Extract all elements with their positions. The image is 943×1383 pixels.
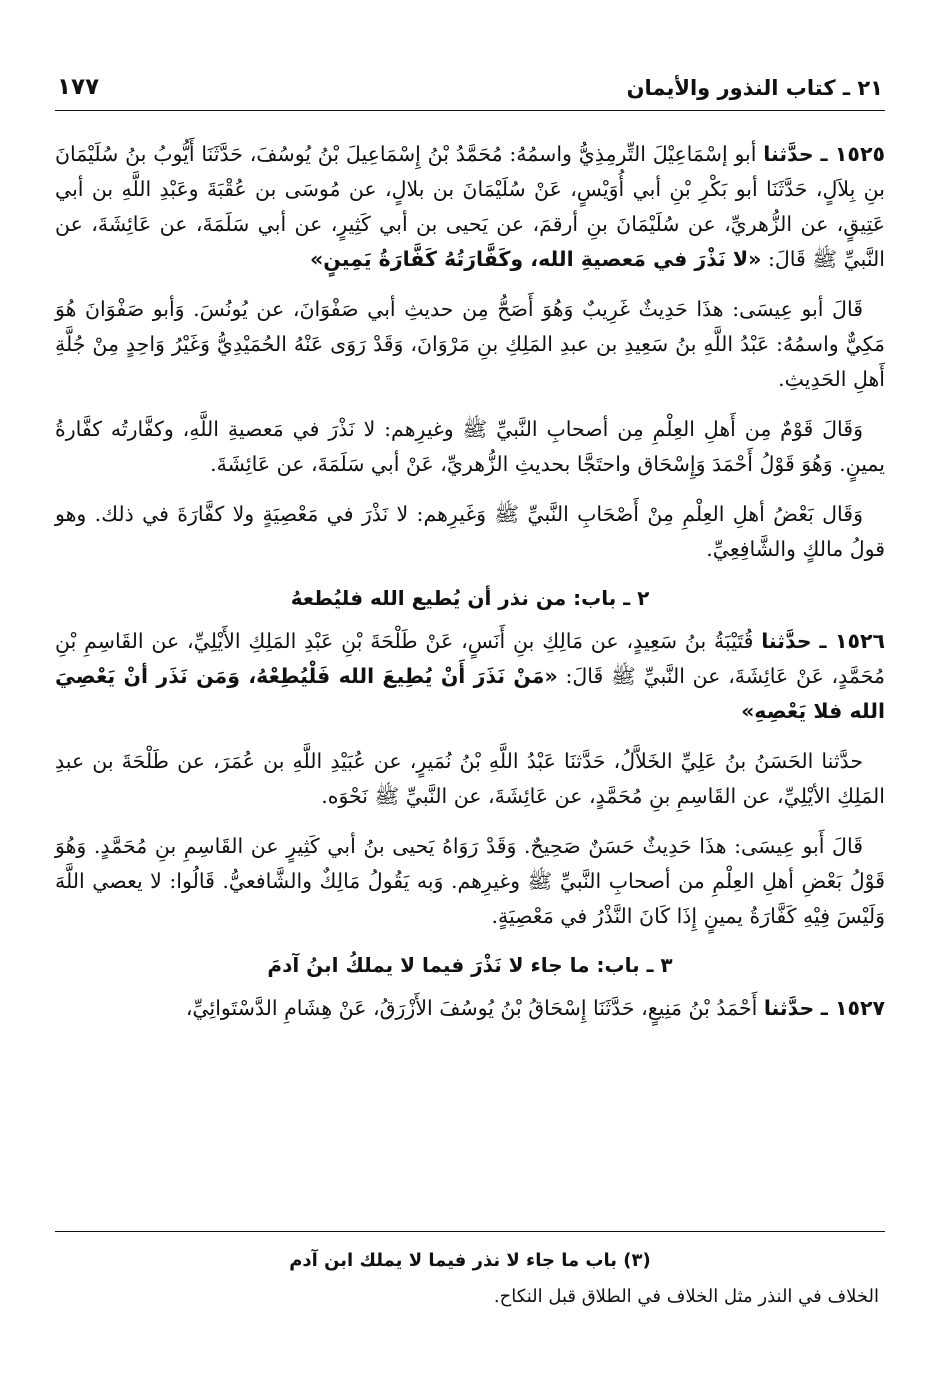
footnote-text: الخلاف في النذر مثل الخلاف في الطلاق قبل النكاح. [493, 1286, 879, 1307]
hadith-chain: قُتَيْبَةُ بنُ سَعِيدٍ، عن مَالِكِ بنِ أَنَسٍ، عَنْ طَلْحَةَ بْنِ عَبْدِ المَلِكِ الأَيْلِيِّ، عن القَاسِمِ بْنِ مُحَمَّدٍ، عَنْ عَائِشَةَ، عن النَّبيِّ ﷺ قَالَ: [55, 629, 885, 688]
hadith-quote: «مَنْ نَذَرَ أَنْ يُطِيعَ الله فَلْيُطِعْهُ، وَمَن نَذَر أنْ يَعْصِيَ الله فلا يَعْصِهِ» [55, 664, 885, 723]
hadith-lead: حدَّثنا [761, 629, 812, 653]
commentary-paragraph: وَقَالَ قَوْمٌ مِن أَهلِ العِلْمِ مِن أصحابِ النَّبيِّ ﷺ وغيرِهم: لا نَذْرَ في مَعصيةِ اللَّهِ، وكفَّارتُه كفَّارةُ يمينٍ. وَهُوَ قَوْلُ أَحْمَدَ وَإِسْحَاق واحتَجَّا بحديثِ الزُّهريِّ، عَنْ أبي سَلَمَةَ، عن عَائِشَةَ. [55, 417, 885, 476]
hadith-lead: حدَّثنا [763, 142, 814, 166]
hadith-number: ١٥٢٦ ـ [819, 629, 885, 653]
hadith-quote: «لا نَذْرَ في مَعصيةِ الله، وكَفَّارَتُهُ كَفَّارَةُ يَمِينٍ» [310, 247, 762, 271]
footnotes [55, 1246, 885, 1312]
hadith-number: ١٥٢٧ ـ [820, 996, 885, 1020]
hadith-lead: حدَّثنا [763, 996, 815, 1020]
footnote-divider [55, 1231, 885, 1232]
hadith-1525 [55, 137, 885, 277]
hadith-1526 [55, 624, 885, 729]
hadith-chain: أَحْمَدُ بْنُ مَنِيعٍ، حَدَّثَنَا إِسْحَاقُ بْنُ يُوسُفَ الأَزْرَقُ، عَنْ هِشَامِ الدَّسْتَوائِيِّ، [185, 996, 758, 1020]
footnote-title: (٣) باب ما جاء لا نذر فيما لا يملك ابن آدم [289, 1250, 651, 1271]
commentary-paragraph: وَقَال بَعْضُ أهلِ العِلْمِ مِنْ أَصْحَابِ النَّبيِّ ﷺ وَغَيرِهم: لا نَذْرَ في مَعْصِيَةٍ ولا كفَّارَةَ في ذلك. وهو قولُ مالكٍ والشَّافِعِيِّ. [55, 502, 885, 561]
hadith-number: ١٥٢٥ ـ [820, 142, 885, 166]
commentary-paragraph: قَالَ أَبو عِيسَى: هذَا حَدِيثٌ حَسَنٌ صَحِيحٌ. وَقَدْ رَوَاهُ يَحيى بنُ أبي كَثِيرٍ عن القَاسِمِ بنِ مُحَمَّدٍ. وَهُوَ قَوْلُ بَعْضِ أهلِ العِلْمِ من أصحابِ النَّبيِّ ﷺ وغيرِهم. وَبه يَقُولُ مَالِكٌ والشَّافعيُّ. قَالُوا: لا يعصي اللَّهَ وَلَيْسَ فِيْهِ كَفَّارَةُ يمينٍ إِذَا كَانَ النَّذْرُ في مَعْصِيَةٍ. [55, 834, 885, 928]
page [55, 70, 885, 1041]
chapter-heading-3: ٣ ـ باب: ما جاء لا نَذْرَ فيما لا يملكُ ابنُ آدمَ [267, 953, 673, 977]
main-text [55, 137, 885, 1026]
hadith-1527 [55, 991, 885, 1026]
chapter-heading-2: ٢ ـ باب: من نذر أن يُطيع الله فليُطعهُ [290, 586, 650, 610]
running-title: ٢١ ـ كتاب النذور والأيمان [626, 76, 883, 100]
hadith-chain: أبو إسْمَاعِيْلَ التِّرمِذِيُّ واسمُهُ: مُحَمَّدُ بْنُ إِسْمَاعِيلَ بْنُ يُوسُفَ، حَدَّثَنَا أَيُّوبُ بنُ سُلَيْمَانَ بنِ بِلاَلٍ، حَدَّثَنَا أبو بَكْرِ بْنِ أبي أُوَيْسٍ، عَنْ سُلَيْمَانَ بن بلالٍ، عن مُوسَى بن عُقْبَةَ وعَبْدِ اللَّهِ بن أبي عَتِيقٍ، عن الزُّهريِّ، عن سُلَيْمَانَ بنِ أرقمَ، عن يَحيى بن أبي كَثِيرٍ، عن أبي سَلَمَةَ، عن عَائِشَةَ، عن النَّبيِّ ﷺ قَالَ: [55, 142, 885, 271]
commentary-paragraph: حدَّثنا الحَسَنُ بنُ عَلِيِّ الخَلاَّلُ، حَدَّثنَا عَبْدُ اللَّهِ بْنُ نُمَيرٍ، عن عُبَيْدِ اللَّهِ بن عُمَرَ، عن طَلْحَةَ بن عبدِ المَلِكِ الأيْلِيِّ، عن القَاسِمِ بنِ مُحَمَّدٍ، عن عَائِشَةَ، عن النَّبيِّ ﷺ نَحْوَه. [55, 749, 885, 808]
page-header [55, 70, 885, 111]
commentary-paragraph: قَالَ أبو عِيسَى: هذَا حَدِيثٌ غَرِيبٌ وَهُوَ أَصَحُّ مِن حديثِ أبي صَفْوَانَ، عن يُونُسَ. وَأبو صَفْوَانَ هُوَ مَكِيٌّ واسمُهُ: عَبْدُ اللَّهِ بنُ سَعِيدِ بن عبدِ المَلِكِ بنِ مَرْوَانَ، وَقَدْ رَوَى عَنْهُ الحُمَيْدِيُّ وَغَيْرُ وَاحِدٍ مِنْ جُلَّةِ أَهلِ الحَدِيثِ. [55, 297, 885, 391]
page-number: ١٧٧ [57, 74, 100, 100]
